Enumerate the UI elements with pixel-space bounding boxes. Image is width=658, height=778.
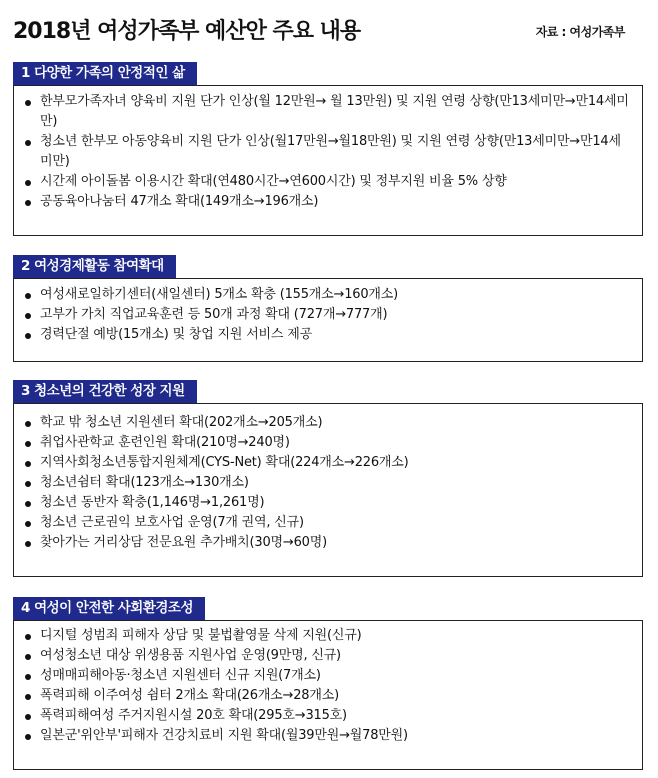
section-box [13,85,643,236]
list-item-text: 디지털 성범죄 피해자 상담 및 불법촬영물 삭제 지원(신규) [40,628,362,643]
bullet-icon [25,293,31,299]
list-item [14,686,642,706]
list-item [14,646,642,666]
list-item-text: 청소년 근로권익 보호사업 운영(7개 권역, 신규) [40,515,304,530]
list-item [14,726,642,746]
list-item [14,433,642,453]
list-item-text: 고부가 가치 직업교육훈련 등 50개 과정 확대 (727개→777개) [40,307,388,322]
list-item-text: 한부모가족자녀 양육비 지원 단가 인상(월 12만원→ 월 13만원) 및 지원 연령 상향(만13세미만→만14세미만) [40,94,629,129]
bullet-icon [25,421,31,427]
section-box [13,278,643,362]
section-family [13,62,643,236]
bullet-icon [25,541,31,547]
list-item-text: 청소년쉼터 확대(123개소→130개소) [40,475,249,490]
section-box [13,620,643,770]
bullet-icon [25,521,31,527]
source-label: 자료 : 여성가족부 [535,25,625,39]
bullet-icon [25,333,31,339]
list-item-text: 시간제 아이돌봄 이용시간 확대(연480시간→연600시간) 및 정부지원 비율 5% 상향 [40,174,507,189]
section-title: 2 여성경제활동 참여확대 [13,255,176,278]
list-item-text: 성매매피해아동·청소년 지원센터 신규 지원(7개소) [40,668,321,683]
list-item [14,513,642,533]
list-item [14,192,642,212]
list-item [14,706,642,726]
bullet-icon [25,140,31,146]
section-women-economy [13,255,643,362]
list-item-text: 청소년 한부모 아동양육비 지원 단가 인상(월17만원→월18만원) 및 지원 연령 상향(만13세미만→만14세미만) [40,134,621,169]
list-item [14,285,642,305]
section-safe-society [13,597,643,770]
list-item-text: 지역사회청소년통합지원체계(CYS-Net) 확대(224개소→226개소) [40,455,409,470]
list-item [14,172,642,192]
list-item [14,92,642,132]
page-header [13,14,645,48]
list-item-text: 경력단절 예방(15개소) 및 창업 지원 서비스 제공 [40,327,312,342]
list-item-text: 폭력피해 이주여성 쉼터 2개소 확대(26개소→28개소) [40,688,339,703]
bullet-icon [25,180,31,186]
bullet-icon [25,481,31,487]
section-title: 3 청소년의 건강한 성장 지원 [13,380,197,403]
bullet-icon [25,634,31,640]
section-youth [13,380,643,577]
list-item [14,473,642,493]
list-item-text: 여성청소년 대상 위생용품 지원사업 운영(9만명, 신규) [40,648,341,663]
bullet-icon [25,674,31,680]
list-item [14,533,642,553]
bullet-icon [25,200,31,206]
list-item-text: 찾아가는 거리상담 전문요원 추가배치(30명→60명) [40,535,327,550]
bullet-icon [25,654,31,660]
list-item [14,305,642,325]
bullet-icon [25,694,31,700]
list-item [14,453,642,473]
section-title: 1 다양한 가족의 안정적인 삶 [13,62,197,85]
list-item [14,493,642,513]
list-item-text: 학교 밖 청소년 지원센터 확대(202개소→205개소) [40,415,323,430]
list-item [14,626,642,646]
section-box [13,403,643,577]
list-item [14,413,642,433]
bullet-icon [25,501,31,507]
page-title: 2018년 여성가족부 예산안 주요 내용 [13,19,361,44]
bullet-icon [25,313,31,319]
bullet-icon [25,734,31,740]
bullet-icon [25,461,31,467]
bullet-icon [25,714,31,720]
list-item-text: 여성새로일하기센터(새일센터) 5개소 확충 (155개소→160개소) [40,287,398,302]
list-item-text: 공동육아나눔터 47개소 확대(149개소→196개소) [40,194,319,209]
section-title: 4 여성이 안전한 사회환경조성 [13,597,205,620]
list-item-text: 폭력피해여성 주거지원시설 20호 확대(295호→315호) [40,708,347,723]
list-item-text: 취업사관학교 훈련인원 확대(210명→240명) [40,435,290,450]
list-item [14,132,642,172]
bullet-icon [25,441,31,447]
list-item-text: 일본군'위안부'피해자 건강치료비 지원 확대(월39만원→월78만원) [40,728,408,743]
list-item [14,666,642,686]
list-item [14,325,642,345]
list-item-text: 청소년 동반자 확충(1,146명→1,261명) [40,495,265,510]
bullet-icon [25,100,31,106]
